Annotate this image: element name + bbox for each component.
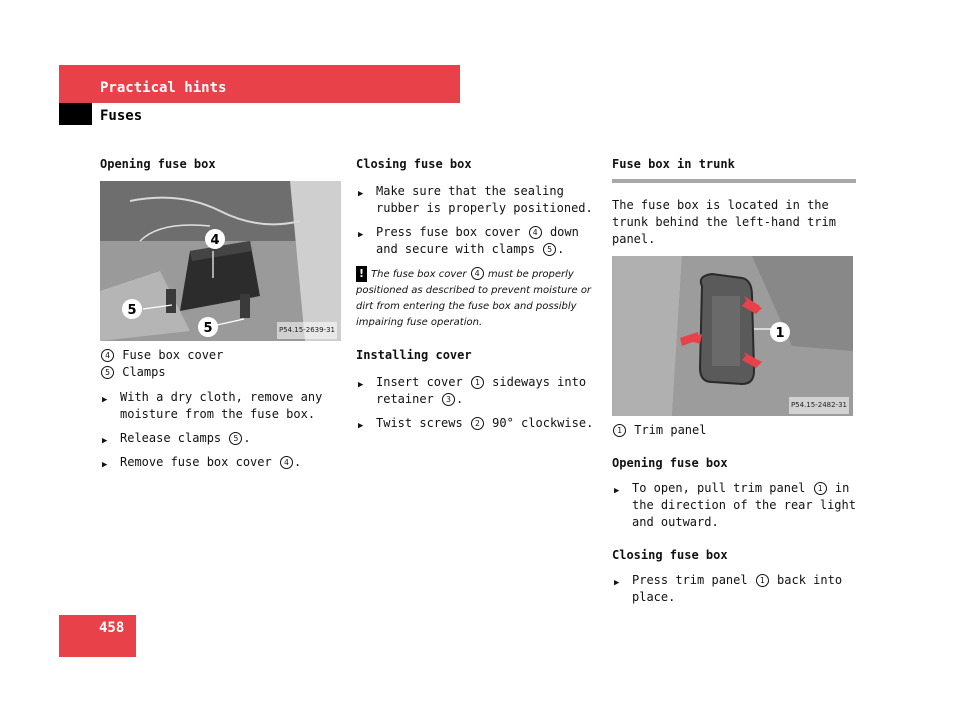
section-divider <box>612 179 856 183</box>
section-tab-marker <box>59 103 92 125</box>
step-item: ▶ Press fuse box cover 4 down and secure with clamps 5 . <box>358 225 579 256</box>
callout-5-second: 5 <box>203 321 213 336</box>
triangle-right-icon: ▶ <box>102 460 108 470</box>
legend-item: 5 Clamps <box>100 364 344 381</box>
step-item: ▶ To open, pull trim panel 1 in the direction of the rear light and outward. <box>614 481 856 529</box>
column-right <box>612 156 856 613</box>
triangle-right-icon: ▶ <box>614 486 620 496</box>
page-number: 458 <box>99 620 125 636</box>
intro-text: The fuse box is located in the trunk behind the left-hand trim panel. <box>612 198 836 246</box>
triangle-right-icon: ▶ <box>358 230 364 240</box>
step-item: ▶ Press trim panel 1 back into place. <box>614 573 843 604</box>
legend-item: 1 Trim panel <box>612 422 856 439</box>
triangle-right-icon: ▶ <box>102 436 108 446</box>
heading-opening-fuse-box: Opening fuse box <box>100 157 216 171</box>
callout-1: 1 <box>775 326 785 341</box>
triangle-right-icon: ▶ <box>358 380 364 390</box>
image-code: P54.15-2482-31 <box>789 397 849 414</box>
trunk-trim-panel-photo <box>612 256 853 416</box>
triangle-right-icon: ▶ <box>358 421 364 431</box>
image-code: P54.15-2639-31 <box>277 322 337 339</box>
exclamation-icon: ! <box>356 266 367 282</box>
step-item: ▶ Twist screws 2 90° clockwise. <box>356 415 600 432</box>
heading-opening-fuse-box-trunk: Opening fuse box <box>612 456 728 470</box>
triangle-right-icon: ▶ <box>102 395 108 405</box>
page-number-badge <box>59 615 136 657</box>
step-item: ▶ With a dry cloth, remove any moisture from the fuse box. <box>102 390 323 421</box>
step-item: ▶ Remove fuse box cover 4 . <box>100 454 344 471</box>
heading-installing-cover: Installing cover <box>356 348 472 362</box>
legend-item: 4 Fuse box cover <box>100 347 344 364</box>
column-middle <box>356 156 600 439</box>
warning-note: ! The fuse box cover 4 must be properly positioned as described to prevent moisture or dirt from entering the fuse box and possibly impairing fuse operation. <box>356 267 592 328</box>
chapter-title: Practical hints <box>100 80 227 96</box>
step-item: ▶ Insert cover 1 sideways into retainer 3 . <box>358 375 587 406</box>
section-title: Fuses <box>100 108 143 124</box>
heading-fuse-box-in-trunk: Fuse box in trunk <box>612 157 735 171</box>
fuse-box-photo <box>100 181 341 341</box>
step-item: ▶ Make sure that the sealing rubber is properly positioned. <box>358 184 593 215</box>
callout-5: 5 <box>127 303 137 318</box>
heading-closing-fuse-box: Closing fuse box <box>356 157 472 171</box>
step-item: ▶ Release clamps 5 . <box>100 430 344 447</box>
triangle-right-icon: ▶ <box>614 578 620 588</box>
column-left <box>100 156 344 478</box>
callout-4: 4 <box>210 233 220 248</box>
heading-closing-fuse-box-trunk: Closing fuse box <box>612 548 728 562</box>
triangle-right-icon: ▶ <box>358 189 364 199</box>
